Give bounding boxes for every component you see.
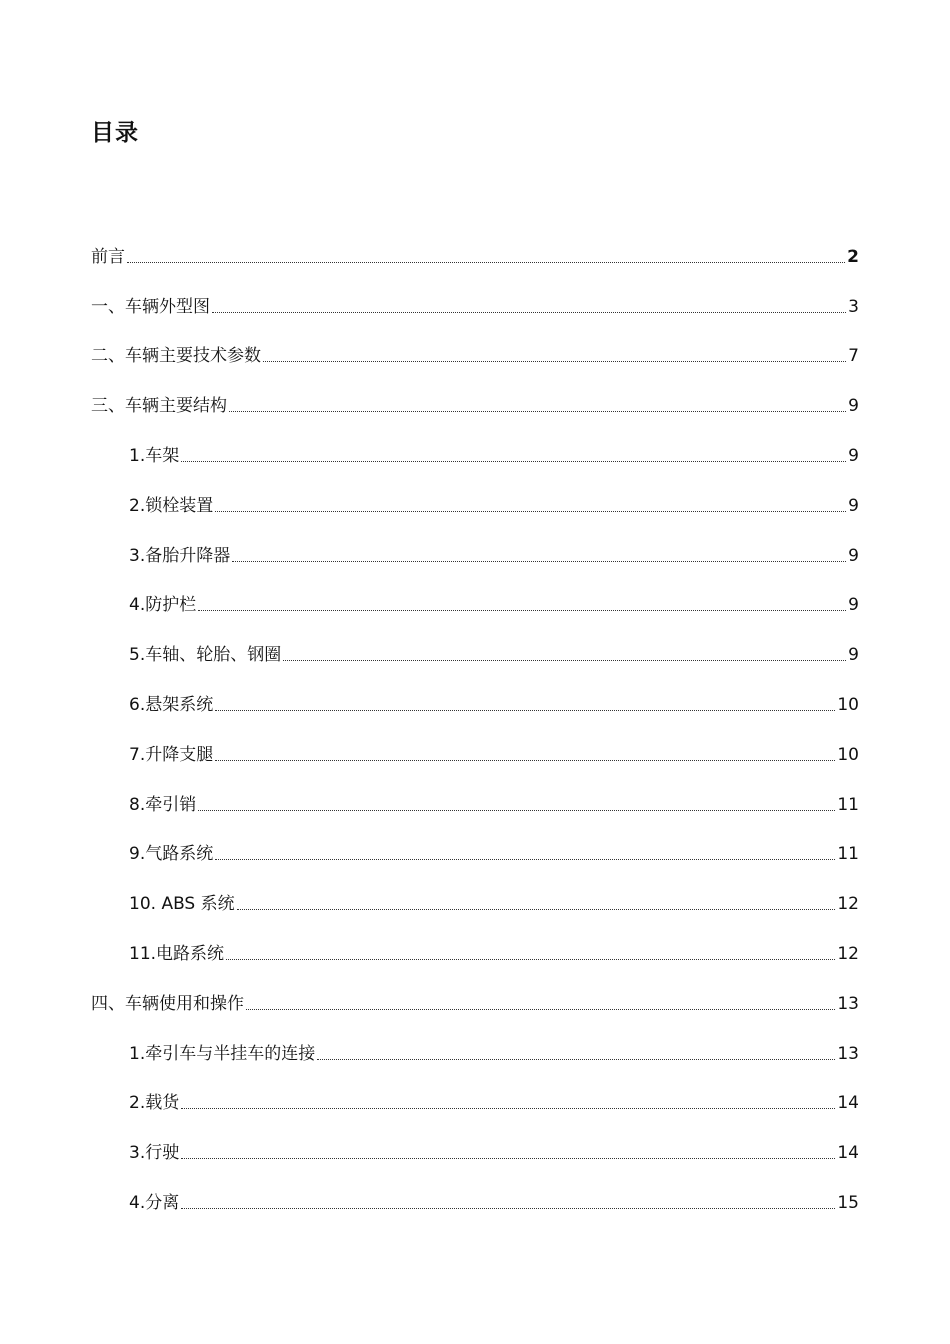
toc-entry-label: 5.车轴、轮胎、钢圈 bbox=[129, 645, 282, 666]
toc-entry[interactable] bbox=[91, 321, 859, 371]
toc-entry[interactable] bbox=[91, 769, 859, 819]
toc-entry-label: 4.防护栏 bbox=[129, 595, 197, 616]
toc-entry[interactable] bbox=[91, 1068, 859, 1118]
toc-entry[interactable] bbox=[91, 619, 859, 669]
toc-entry-label: 前言 bbox=[91, 246, 125, 267]
dot-leader bbox=[212, 312, 846, 313]
toc-entry[interactable] bbox=[91, 470, 859, 520]
toc-entry-label: 二、车辆主要技术参数 bbox=[91, 346, 261, 367]
toc-entry-page-number: 14 bbox=[837, 1143, 859, 1164]
toc-entry-page-number: 15 bbox=[837, 1192, 859, 1213]
toc-entry-page-number: 7 bbox=[848, 346, 859, 367]
toc-entry-label: 1.牵引车与半挂车的连接 bbox=[129, 1043, 316, 1064]
dot-leader bbox=[181, 461, 846, 462]
toc-entry-label: 2.载货 bbox=[129, 1093, 180, 1114]
toc-entry[interactable] bbox=[91, 918, 859, 968]
toc-entry[interactable] bbox=[91, 819, 859, 869]
dot-leader bbox=[215, 511, 846, 512]
toc-entry[interactable] bbox=[91, 370, 859, 420]
toc-entry-page-number: 9 bbox=[848, 545, 859, 566]
dot-leader bbox=[237, 909, 836, 910]
toc-entry-page-number: 12 bbox=[837, 943, 859, 964]
toc-entry-label: 一、车辆外型图 bbox=[91, 296, 210, 317]
dot-leader bbox=[283, 660, 846, 661]
dot-leader bbox=[246, 1009, 835, 1010]
toc-entry-page-number: 13 bbox=[837, 1043, 859, 1064]
toc-entry-label: 9.气路系统 bbox=[129, 844, 214, 865]
toc-entry[interactable] bbox=[91, 1167, 859, 1217]
toc-entry-page-number: 9 bbox=[848, 396, 859, 417]
toc-entry[interactable] bbox=[91, 669, 859, 719]
dot-leader bbox=[181, 1108, 835, 1109]
toc-entry-page-number: 11 bbox=[837, 794, 859, 815]
toc-entry-page-number: 3 bbox=[848, 296, 859, 317]
dot-leader bbox=[317, 1059, 835, 1060]
dot-leader bbox=[232, 561, 846, 562]
dot-leader bbox=[263, 361, 846, 362]
dot-leader bbox=[215, 859, 835, 860]
toc-entry-page-number: 14 bbox=[837, 1093, 859, 1114]
toc-entry[interactable] bbox=[91, 520, 859, 570]
toc-entry[interactable] bbox=[91, 271, 859, 321]
toc-entry-label: 2.锁栓装置 bbox=[129, 495, 214, 516]
toc-entry-page-number: 9 bbox=[848, 595, 859, 616]
toc-entry-page-number: 10 bbox=[837, 744, 859, 765]
toc-entry-label: 三、车辆主要结构 bbox=[91, 396, 227, 417]
table-of-contents bbox=[91, 221, 859, 1217]
toc-entry-label: 四、车辆使用和操作 bbox=[91, 993, 244, 1014]
toc-entry[interactable] bbox=[91, 221, 859, 271]
toc-entry-page-number: 9 bbox=[848, 645, 859, 666]
toc-entry-page-number: 9 bbox=[848, 495, 859, 516]
dot-leader bbox=[215, 710, 835, 711]
dot-leader bbox=[181, 1158, 835, 1159]
toc-entry[interactable] bbox=[91, 968, 859, 1018]
toc-entry-label: 4.分离 bbox=[129, 1192, 180, 1213]
toc-entry-label: 1.车架 bbox=[129, 445, 180, 466]
dot-leader bbox=[229, 411, 846, 412]
toc-entry-page-number: 10 bbox=[837, 694, 859, 715]
toc-entry-page-number: 2 bbox=[847, 246, 859, 267]
toc-entry[interactable] bbox=[91, 1117, 859, 1167]
toc-entry-label: 10. ABS 系统 bbox=[129, 894, 235, 915]
toc-entry-label: 8.牵引销 bbox=[129, 794, 197, 815]
dot-leader bbox=[215, 760, 835, 761]
toc-entry-label: 6.悬架系统 bbox=[129, 694, 214, 715]
toc-entry[interactable] bbox=[91, 719, 859, 769]
dot-leader bbox=[198, 810, 835, 811]
dot-leader bbox=[226, 959, 835, 960]
toc-entry-page-number: 11 bbox=[837, 844, 859, 865]
toc-entry[interactable] bbox=[91, 868, 859, 918]
dot-leader bbox=[181, 1208, 835, 1209]
toc-entry-page-number: 12 bbox=[837, 894, 859, 915]
toc-entry[interactable] bbox=[91, 1018, 859, 1068]
toc-entry[interactable] bbox=[91, 570, 859, 620]
toc-entry[interactable] bbox=[91, 420, 859, 470]
dot-leader bbox=[198, 610, 846, 611]
toc-entry-label: 3.行驶 bbox=[129, 1143, 180, 1164]
toc-entry-label: 7.升降支腿 bbox=[129, 744, 214, 765]
toc-entry-label: 3.备胎升降器 bbox=[129, 545, 231, 566]
page-title: 目录 bbox=[91, 120, 139, 146]
toc-entry-label: 11.电路系统 bbox=[129, 943, 225, 964]
toc-entry-page-number: 9 bbox=[848, 445, 859, 466]
dot-leader bbox=[127, 262, 845, 263]
toc-entry-page-number: 13 bbox=[837, 993, 859, 1014]
